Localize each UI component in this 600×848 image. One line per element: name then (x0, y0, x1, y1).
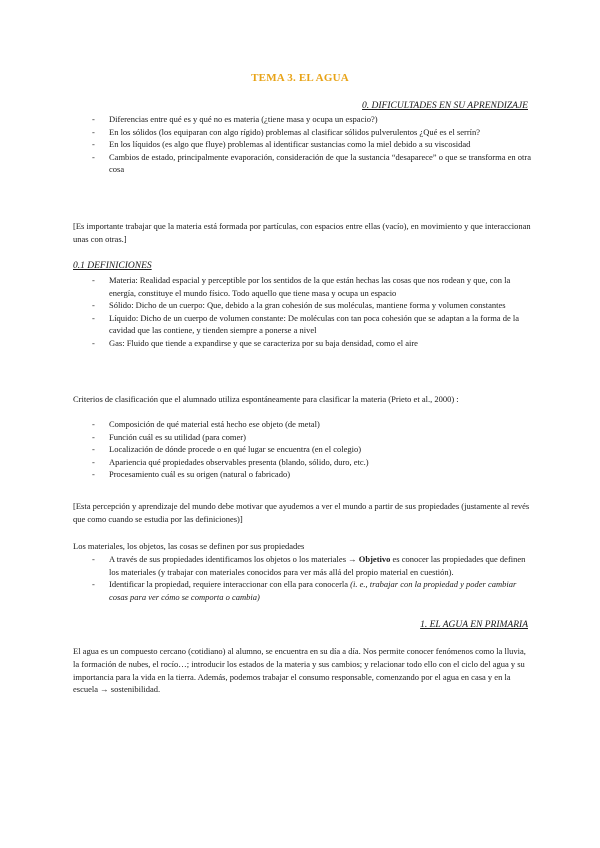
list-item (92, 578, 532, 603)
materials-intro: Los materiales, los objetos, las cosas se definen por sus propiedades (73, 541, 305, 551)
perception-note: [Esta percepción y aprendizaje del mundo debe motivar que ayudemos a ver el mundo a partir de sus propiedades (justamente al revés que como cuando se estudia por las definiciones)] (73, 501, 530, 524)
list-item: - Localización de dónde procede o en qué lugar se encuentra (en el colegio) (92, 443, 532, 456)
section-heading-difficulties: 0. DIFICULTADES EN SU APRENDIZAJE (362, 101, 528, 111)
list-item: - Procesamiento cuál es su origen (natural o fabricado) (92, 468, 532, 481)
list-item (92, 553, 532, 578)
section-heading-water: 1. EL AGUA EN PRIMARIA (420, 620, 528, 630)
list-item: - Apariencia qué propiedades observables presenta (blando, sólido, duro, etc.) (92, 456, 532, 469)
materials-item-text-cont: es conocer las propiedades que definen los materiales (y trabajar con materiales conocidos para ver más allá del propio material en cuestión). (109, 554, 526, 577)
objetivo-label: Objetivo (358, 554, 391, 564)
section-heading-definitions: 0.1 DEFINICIONES (73, 261, 152, 271)
list-item: - Materia: Realidad espacial y perceptible por los sentidos de la que están hechas las cosas que nos rodean y que, con la energía, constituye el mundo físico. Todo aquello que tiene masa y ocupa un espacio (92, 274, 532, 299)
materials-list (92, 553, 532, 603)
list-item: - Líquido: Dicho de un cuerpo de volumen constante: De moléculas con tan poca cohesión que se adaptan a la forma de la cavidad que las contiene, y tienden siempre a ponerse a nivel (92, 312, 532, 337)
difficulties-list (92, 113, 532, 176)
list-item: - Gas: Fluido que tiende a expandirse y que se caracteriza por su baja densidad, como el aire (92, 337, 532, 350)
property-item-italic: (i. e., trabajar con la propiedad y poder cambiar cosas para ver cómo se comporta o cambia) (109, 579, 517, 602)
materials-item-text: A través de sus propiedades identificamos los objetos o los materiales → (109, 554, 357, 564)
list-item: - Sólido: Dicho de un cuerpo: Que, debido a la gran cohesión de sus moléculas, mantiene forma y volumen constantes (92, 299, 532, 312)
property-item-text: Identificar la propiedad, requiere interaccionar con ella para conocerla (109, 579, 349, 589)
list-item: - Función cuál es su utilidad (para comer) (92, 431, 532, 444)
page-title: TEMA 3. EL AGUA (251, 72, 349, 84)
list-item: - Composición de qué material está hecho ese objeto (de metal) (92, 418, 532, 431)
definitions-list (92, 274, 532, 349)
list-item: - Diferencias entre qué es y qué no es materia (¿tiene masa y ocupa un espacio?) (92, 113, 532, 126)
criteria-intro: Criterios de clasificación que el alumnado utiliza espontáneamente para clasificar la materia (Prieto et al., 2000) : (73, 394, 459, 404)
criteria-list (92, 418, 532, 481)
list-item: - Cambios de estado, principalmente evaporación, consideración de que la sustancia “desaparece” o que se transforma en otra cosa (92, 151, 532, 176)
list-item: - En los líquidos (es algo que fluye) problemas al identificar sustancias como la miel debido a su viscosidad (92, 138, 532, 151)
particles-note: [Es importante trabajar que la materia está formada por partículas, con espacios entre ellas (vacío), en movimiento y que interaccionan unas con otras.] (73, 221, 531, 244)
list-item: - En los sólidos (los equiparan con algo rígido) problemas al clasificar sólidos pulverulentos ¿Qué es el serrín? (92, 126, 532, 139)
water-paragraph: El agua es un compuesto cercano (cotidiano) al alumno, se encuentra en su día a día. Nos permite conocer fenómenos como la lluvia, la formación de nubes, el rocío…; introducir los estados de la materia y sus cambios; y relacionar todo ello con el ciclo del agua y su importancia para la vida en la tierra. Además, podemos trabajar el consumo responsable, comenzando por el agua en casa y en la escuela → sostenibilidad. (73, 646, 526, 695)
